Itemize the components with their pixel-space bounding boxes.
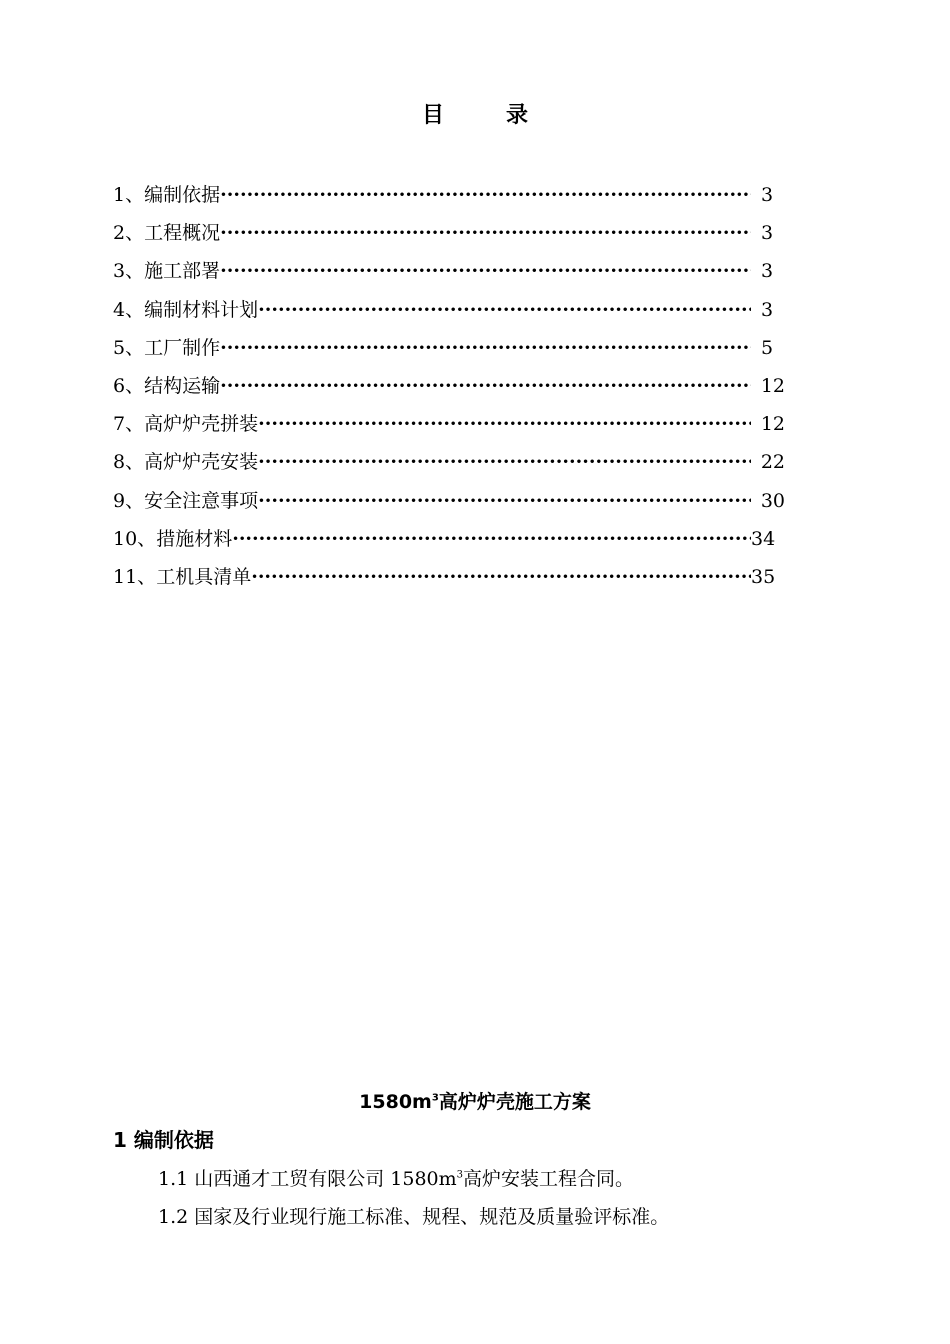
toc-item[interactable]	[113, 295, 785, 333]
toc-list	[113, 180, 785, 600]
toc-item-label: 高炉炉壳安装	[144, 451, 259, 474]
toc-item-page: 34	[751, 527, 776, 550]
toc-dot-leader	[220, 180, 751, 210]
toc-item[interactable]	[113, 562, 785, 600]
toc-item[interactable]	[113, 371, 785, 409]
document-title-suffix: 高炉炉壳施工方案	[438, 1091, 591, 1113]
toc-dot-leader	[258, 447, 751, 477]
toc-item-label: 编制依据	[144, 184, 221, 206]
toc-item-label: 措施材料	[156, 527, 233, 550]
document-title-prefix: 1580m	[359, 1091, 432, 1113]
toc-item-number: 6、	[113, 374, 145, 397]
toc-item-label: 工程概况	[144, 222, 221, 245]
toc-dot-leader	[258, 295, 751, 325]
toc-item-page: 5	[761, 336, 774, 359]
toc-item-number: 2、	[113, 222, 145, 245]
toc-item-page: 30	[760, 489, 785, 512]
section-heading: 1 编制依据	[113, 1128, 214, 1152]
toc-item[interactable]	[113, 524, 785, 562]
toc-item[interactable]	[113, 447, 785, 485]
toc-dot-leader	[258, 486, 751, 516]
toc-item-page: 3	[761, 260, 774, 283]
toc-item-page: 12	[760, 374, 785, 397]
toc-item-page: 12	[760, 413, 785, 436]
toc-item-number: 1、	[113, 184, 145, 206]
toc-item-page: 22	[760, 451, 785, 474]
toc-item-page: 35	[751, 565, 776, 588]
toc-item-label: 施工部署	[144, 260, 221, 283]
toc-item-page: 3	[761, 298, 774, 321]
toc-dot-leader	[220, 371, 751, 401]
toc-dot-leader	[220, 256, 751, 286]
toc-item[interactable]	[113, 218, 785, 256]
toc-title-right: 录	[506, 103, 529, 128]
document-title	[0, 1087, 950, 1114]
toc-item-label: 编制材料计划	[144, 298, 259, 321]
document-title-superscript: 3	[431, 1092, 439, 1104]
paragraph-1-1	[158, 1164, 634, 1191]
toc-item[interactable]	[113, 180, 785, 218]
toc-item[interactable]	[113, 256, 785, 294]
toc-item[interactable]	[113, 486, 785, 524]
toc-item-label: 工机具清单	[156, 565, 252, 588]
toc-title	[0, 98, 950, 129]
toc-item-number: 5、	[113, 336, 145, 359]
toc-item-label: 结构运输	[144, 374, 221, 397]
toc-dot-leader	[251, 562, 751, 592]
paragraph-1-1-suffix: 高炉安装工程合同。	[463, 1168, 635, 1190]
toc-item-page: 3	[761, 184, 774, 206]
toc-dot-leader	[258, 409, 751, 439]
toc-item-page: 3	[761, 222, 774, 245]
toc-item-number: 11、	[113, 565, 157, 588]
toc-item-number: 9、	[113, 489, 145, 512]
toc-item-number: 3、	[113, 260, 145, 283]
toc-item-label: 高炉炉壳拼装	[144, 413, 259, 436]
paragraph-1-2: 1.2 国家及行业现行施工标准、规程、规范及质量验评标准。	[158, 1206, 670, 1228]
toc-item-number: 7、	[113, 413, 145, 436]
toc-dot-leader	[220, 333, 751, 363]
toc-dot-leader	[220, 218, 751, 248]
toc-item[interactable]	[113, 409, 785, 447]
toc-item-number: 4、	[113, 298, 145, 321]
toc-item-label: 工厂制作	[144, 336, 221, 359]
toc-dot-leader	[232, 524, 751, 554]
toc-item[interactable]	[113, 333, 785, 371]
paragraph-1-1-prefix: 1.1 山西通才工贸有限公司 1580m	[158, 1168, 457, 1190]
toc-item-number: 8、	[113, 451, 145, 474]
paragraph-1-1-superscript: 3	[456, 1169, 464, 1181]
toc-title-left: 目	[421, 103, 444, 128]
toc-item-number: 10、	[113, 527, 157, 550]
toc-item-label: 安全注意事项	[144, 489, 259, 512]
